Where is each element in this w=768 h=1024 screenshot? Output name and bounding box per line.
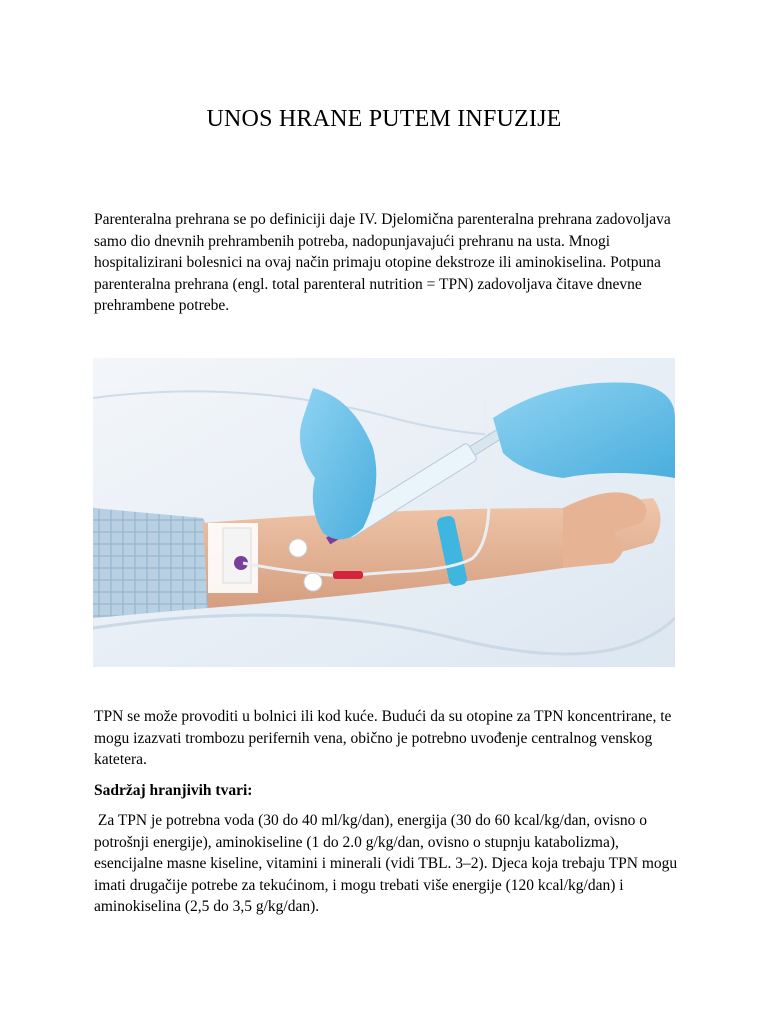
page-title: UNOS HRANE PUTEM INFUZIJE	[206, 106, 562, 133]
nutrients-heading: Sadržaj hranjivih tvari:	[94, 782, 253, 799]
nutrients-paragraph: Za TPN je potrebna voda (30 do 40 ml/kg/dan), energija (30 do 60 kcal/kg/dan, ovisno o potrošnji energije), aminokiseline (1 do 2.0 g/kg/dan, ovisno o stupnju katabolizma), esencijalne masne kiseline, vitamini i minerali (vidi TBL. 3–2). Djeca koja trebaju TPN mogu imati drugačije potrebe za tekućinom, i mogu trebati više energije (120 kcal/kg/dan) i aminokiselina (2,5 do 3,5 g/kg/dan).	[94, 812, 681, 915]
intro-paragraph: Parenteralna prehrana se po definiciji daje IV. Djelomična parenteralna prehrana zadovoljava samo dio dnevnih prehrambenih potreba, nadopunjavajući prehranu na usta. Mnogi hospitalizirani bolesnici na ovaj način primaju otopine dekstroze ili aminokiselina. Potpuna parenteralna prehrana (engl. total parenteral nutrition = TPN) zadovoljava čitave dnevne prehrambene potrebe.	[94, 211, 671, 314]
tpn-paragraph: TPN se može provoditi u bolnici ili kod kuće. Budući da su otopine za TPN koncentrirane, te mogu izazvati trombozu perifernih vena, obično je potrebno uvođenje centralnog venskog katetera.	[94, 708, 672, 768]
iv-infusion-photo	[93, 358, 675, 667]
